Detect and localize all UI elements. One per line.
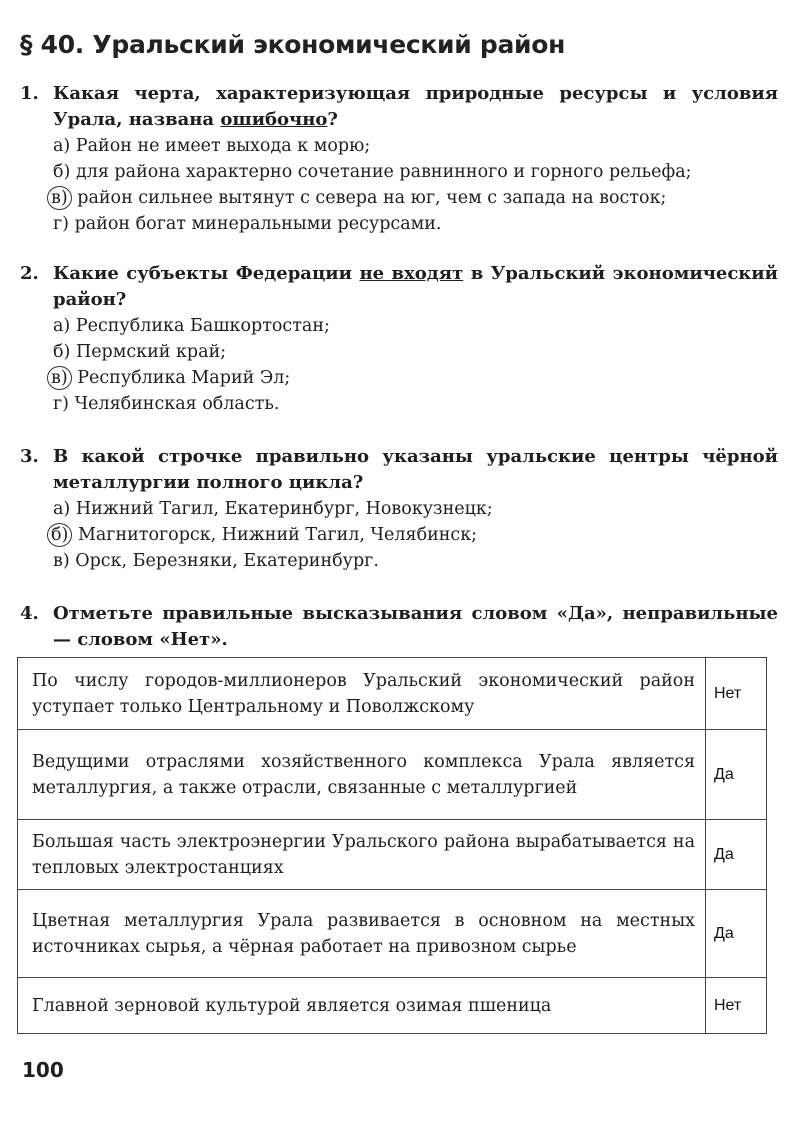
true-false-table bbox=[17, 657, 767, 1034]
table-row bbox=[18, 658, 767, 730]
statement-cell: Главной зерновой культурой является озимая пшеница bbox=[18, 978, 706, 1034]
statement-cell: По числу городов-миллионеров Уральский экономический район уступает только Центральному и Поволжскому bbox=[18, 658, 706, 730]
underlined-word: ошибочно bbox=[220, 109, 328, 130]
option-letter: в) bbox=[53, 551, 70, 571]
option-letter: б) bbox=[53, 162, 71, 182]
question-text: Какие субъекты Федерации не входят в Уральский экономический район? bbox=[53, 263, 779, 310]
table-row bbox=[18, 890, 767, 978]
option-letter: а) bbox=[53, 499, 71, 519]
question-number: 3. bbox=[20, 446, 39, 467]
option-b[interactable]: б) Пермский край; bbox=[53, 342, 227, 362]
statement-cell: Ведущими отраслями хозяйственного комплекса Урала является металлургия, а также отрасли, связанные с металлургией bbox=[18, 730, 706, 820]
question-2 bbox=[20, 261, 778, 417]
answer-cell[interactable]: Нет bbox=[706, 658, 767, 730]
statement-cell: Большая часть электроэнергии Уральского района вырабатывается на тепловых электростанциях bbox=[18, 820, 706, 890]
option-c-selected[interactable]: в) район сильнее вытянут с севера на юг, чем с запада на восток; bbox=[53, 185, 778, 211]
option-letter: г) bbox=[53, 214, 69, 234]
page-number: 100 bbox=[22, 1058, 64, 1082]
option-letter: а) bbox=[53, 316, 71, 336]
question-text: В какой строчке правильно указаны уральские центры чёрной металлургии полного цикла? bbox=[53, 446, 778, 493]
question-number: 4. bbox=[20, 603, 39, 624]
question-4 bbox=[20, 601, 778, 653]
option-a[interactable]: а) Район не имеет выхода к морю; bbox=[53, 136, 371, 156]
option-letter: г) bbox=[53, 394, 69, 414]
answer-cell[interactable]: Да bbox=[706, 730, 767, 820]
statement-cell: Цветная металлургия Урала развивается в основном на местных источниках сырья, а чёрная работает на привозном сырье bbox=[18, 890, 706, 978]
option-b-selected[interactable]: б) Магнитогорск, Нижний Тагил, Челябинск; bbox=[53, 522, 778, 548]
option-letter: а) bbox=[53, 136, 71, 156]
table-row bbox=[18, 730, 767, 820]
question-1 bbox=[20, 81, 778, 237]
question-text: Отметьте правильные высказывания словом «Да», неправильные — словом «Нет». bbox=[53, 603, 778, 650]
table-row bbox=[18, 820, 767, 890]
answer-circle-mark: в) bbox=[47, 366, 72, 390]
option-d[interactable]: г) район богат минеральными ресурсами. bbox=[53, 214, 442, 234]
answer-circle-mark: в) bbox=[47, 186, 72, 210]
option-a[interactable]: а) Нижний Тагил, Екатеринбург, Новокузнецк; bbox=[53, 499, 493, 519]
answer-cell[interactable]: Нет bbox=[706, 978, 767, 1034]
option-c[interactable]: в) Орск, Березняки, Екатеринбург. bbox=[53, 551, 379, 571]
underlined-word: не входят bbox=[359, 263, 464, 284]
table-row bbox=[18, 978, 767, 1034]
answer-circle-mark: б) bbox=[47, 523, 72, 547]
page-title: § 40. Уральский экономический район bbox=[20, 30, 566, 59]
question-3 bbox=[20, 444, 778, 574]
question-text: Какая черта, характеризующая природные ресурсы и условия Урала, названа ошибочно? bbox=[53, 83, 778, 130]
question-number: 1. bbox=[20, 83, 39, 104]
option-d[interactable]: г) Челябинская область. bbox=[53, 394, 280, 414]
option-a[interactable]: а) Республика Башкортостан; bbox=[53, 316, 330, 336]
answer-cell[interactable]: Да bbox=[706, 890, 767, 978]
option-b[interactable]: б) для района характерно сочетание равнинного и горного рельефа; bbox=[53, 162, 692, 182]
answer-cell[interactable]: Да bbox=[706, 820, 767, 890]
option-letter: б) bbox=[53, 342, 71, 362]
question-number: 2. bbox=[20, 263, 39, 284]
option-c-selected[interactable]: в) Республика Марий Эл; bbox=[53, 365, 778, 391]
